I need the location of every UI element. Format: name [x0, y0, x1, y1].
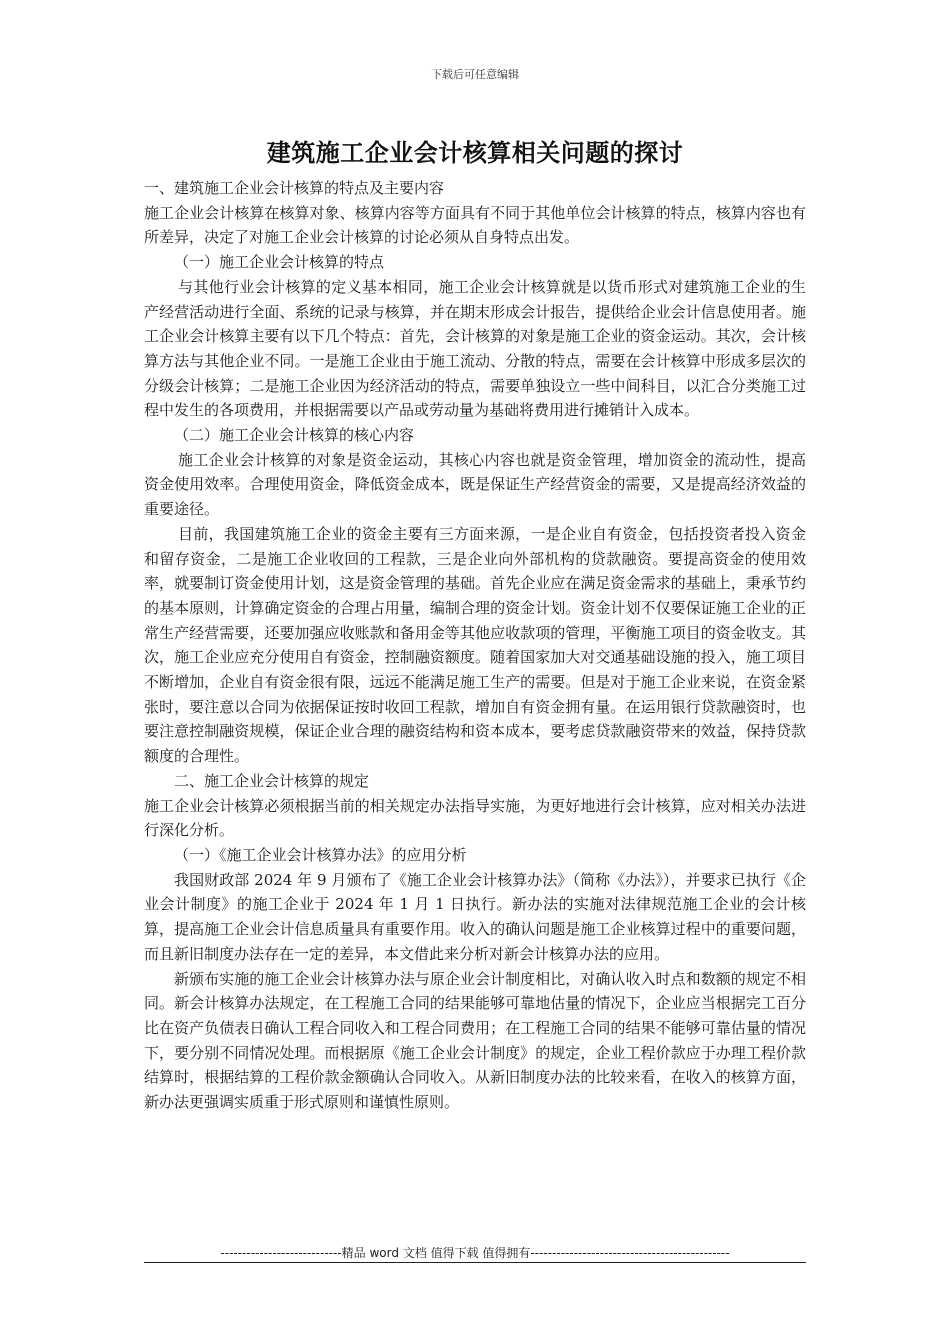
section-2-sub1-paragraph-1: 我国财政部 2024 年 9 月颁布了《施工企业会计核算办法》（简称《办法》），并要求已执行《企业会计制度》的施工企业于 2024 年 1 月 1 日执行。新办法的实施对法律规范施工企业的会计核算，提高施工企业会计信息质量具有重要作用。收入的确认问题是施工企业核算过程中的重要问题，而且新旧制度办法存在一定的差异，本文借此来分析对新会计核算办法的应用。 — [144, 870, 806, 963]
document-title: 建筑施工企业会计核算相关问题的探讨 — [266, 138, 684, 167]
section-1-intro: 施工企业会计核算在核算对象、核算内容等方面具有不同于其他单位会计核算的特点，核算内容也有所差异，决定了对施工企业会计核算的讨论必须从自身特点出发。 — [144, 203, 806, 247]
header-note: 下载后可任意编辑 — [431, 68, 519, 81]
section-1-subheading-2: （二）施工企业会计核算的核心内容 — [174, 426, 415, 445]
section-1-heading: 一、建筑施工企业会计核算的特点及主要内容 — [144, 179, 445, 197]
footer-note: ----------------------------精品 word 文档 值得下载 值得拥有---------------------------------------------- — [220, 1246, 730, 1260]
document-body — [144, 176, 806, 1115]
section-2-heading: 二、施工企业会计核算的规定 — [174, 771, 370, 790]
section-1-sub2-paragraph-1: 施工企业会计核算的对象是资金运动，其核心内容也就是资金管理，增加资金的流动性，提高资金使用效率。合理使用资金，降低资金成本，既是保证生产经营资金的需要，又是提高经济效益的重要途径。 — [144, 450, 806, 519]
section-1-sub1-paragraph: 与其他行业会计核算的定义基本相同，施工企业会计核算就是以货币形式对建筑施工企业的生产经营活动进行全面、系统的记录与核算，并在期末形成会计报告，提供给企业会计信息使用者。施工企业会计核算主要有以下几个特点：首先，会计核算的对象是施工企业的资金运动。其次，会计核算方法与其他企业不同。一是施工企业由于施工流动、分散的特点，需要在会计核算中形成多层次的分级会计核算；二是施工企业因为经济活动的特点，需要单独设立一些中间科目，以汇合分类施工过程中发生的各项费用，并根据需要以产品或劳动量为基础将费用进行摊销计入成本。 — [144, 277, 806, 420]
section-2-sub1-paragraph-2: 新颁布实施的施工企业会计核算办法与原企业会计制度相比，对确认收入时点和数额的规定不相同。新会计核算办法规定，在工程施工合同的结果能够可靠地估量的情况下，企业应当根据完工百分比在资产负债表日确认工程合同收入和工程合同费用；在工程施工合同的结果不能够可靠估量的情况下，要分别不同情况处理。而根据原《施工企业会计制度》的规定，企业工程价款应于办理工程价款结算时，根据结算的工程价款金额确认合同收入。从新旧制度办法的比较来看，在收入的核算方面，新办法更强调实质重于形式原则和谨慎性原则。 — [144, 969, 806, 1112]
footer-divider — [144, 1262, 806, 1263]
section-2-subheading-1: （一）《施工企业会计核算办法》的应用分析 — [174, 845, 467, 864]
section-1-subheading-1: （一）施工企业会计核算的特点 — [174, 253, 385, 272]
section-2-intro: 施工企业会计核算必须根据当前的相关规定办法指导实施，为更好地进行会计核算，应对相关办法进行深化分析。 — [144, 796, 806, 840]
section-1-sub2-paragraph-2: 目前，我国建筑施工企业的资金主要有三方面来源，一是企业自有资金，包括投资者投入资金和留存资金，二是施工企业收回的工程款，三是企业向外部机构的贷款融资。要提高资金的使用效率，就要制订资金使用计划，这是资金管理的基础。首先企业应在满足资金需求的基础上，秉承节约的基本原则，计算确定资金的合理占用量，编制合理的资金计划。资金计划不仅要保证施工企业的正常生产经营需要，还要加强应收账款和备用金等其他应收款项的管理，平衡施工项目的资金收支。其次，施工企业应充分使用自有资金，控制融资额度。随着国家加大对交通基础设施的投入，施工项目不断增加，企业自有资金很有限，远远不能满足施工生产的需要。但是对于施工企业来说，在资金紧张时，要注意以合同为依据保证按时收回工程款，增加自有资金拥有量。在运用银行贷款融资时，也要注意控制融资规模，保证企业合理的融资结构和资本成本，要考虑贷款融资带来的效益，保持贷款额度的合理性。 — [144, 524, 806, 766]
